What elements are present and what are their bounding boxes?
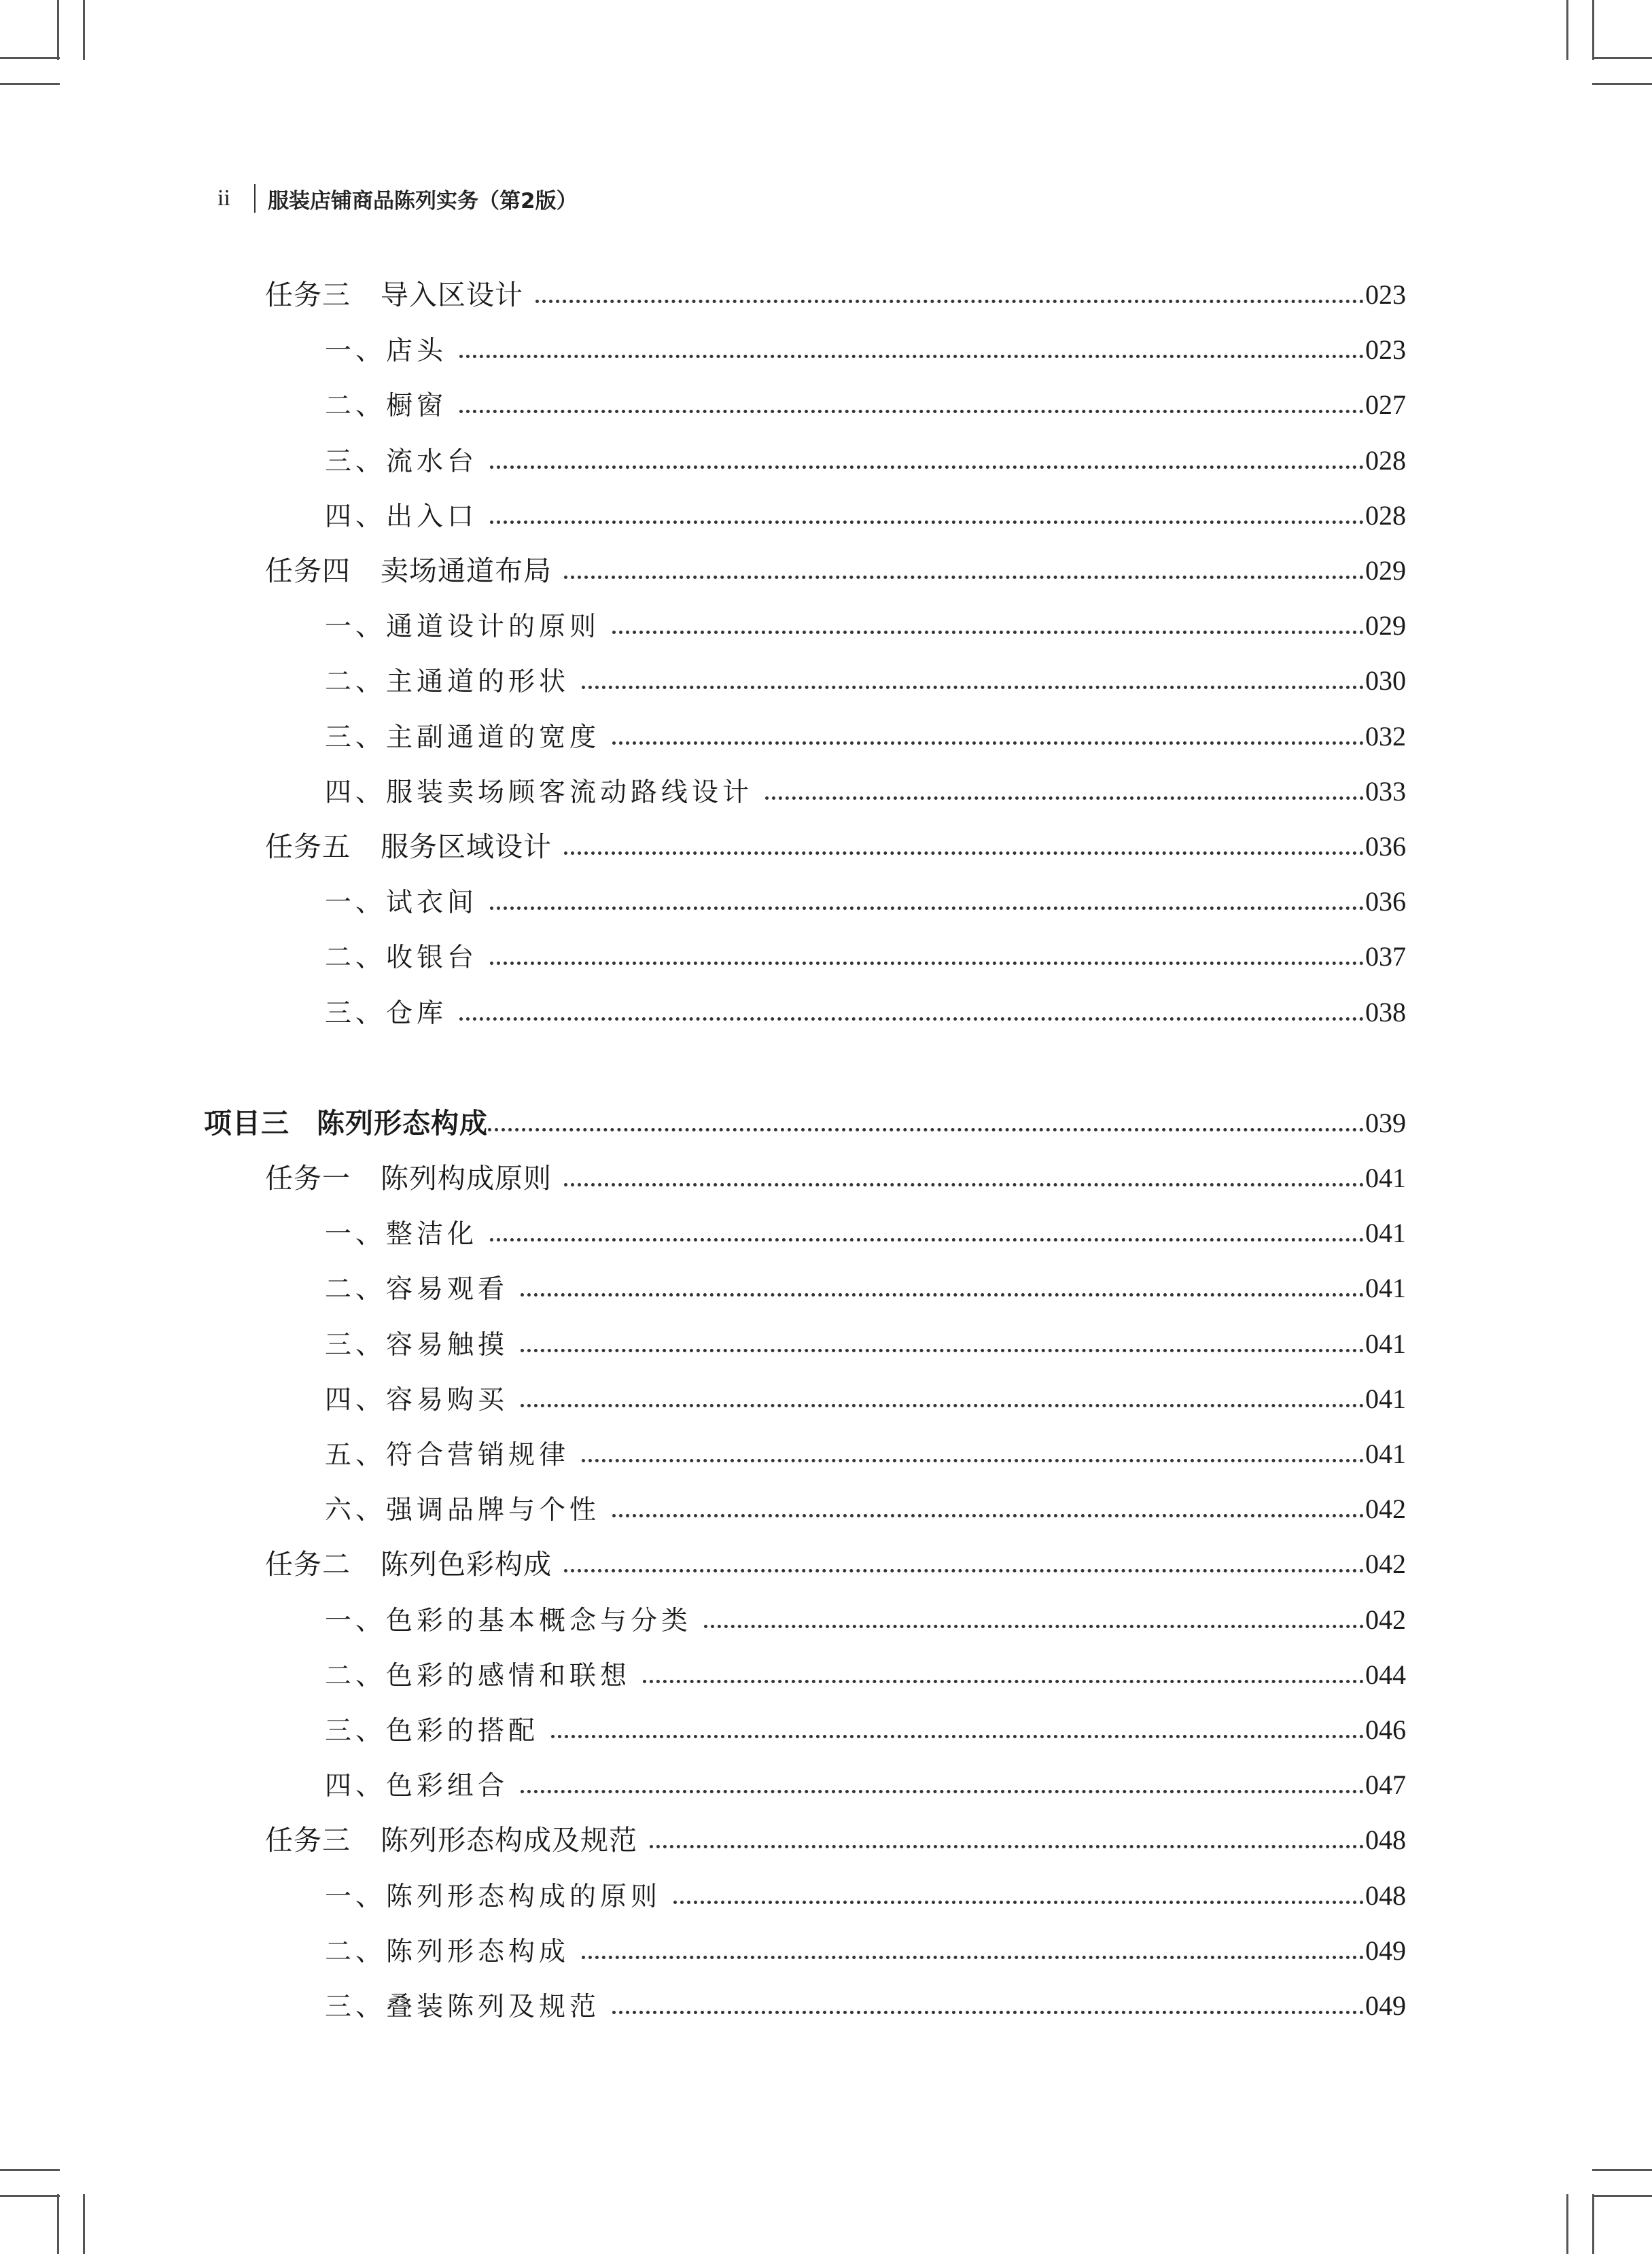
toc-entry-title: [325, 385, 447, 423]
crop-mark: [57, 2194, 59, 2254]
crop-mark: [0, 83, 60, 85]
toc-entry-text: 一、试衣间: [325, 887, 478, 918]
toc-entry-page: 029: [1365, 555, 1406, 586]
toc-entry-title: [325, 330, 447, 368]
toc-entry-page: 041: [1365, 1328, 1406, 1359]
dot-leader: [650, 1845, 1364, 1848]
toc-entry-item: [325, 1596, 1406, 1638]
dot-leader: [564, 1183, 1364, 1186]
toc-entry-page: 049: [1365, 1990, 1406, 2021]
toc-entry-page: 044: [1365, 1659, 1406, 1690]
toc-entry-title: [325, 1379, 508, 1417]
toc-entry-text: 一、色彩的基本概念与分类: [325, 1606, 692, 1636]
toc-entry-text: 四、容易购买: [325, 1385, 509, 1415]
toc-entry-page: 023: [1365, 279, 1406, 310]
dot-leader: [582, 686, 1364, 689]
crop-mark: [1592, 2195, 1652, 2197]
dot-leader: [612, 1514, 1364, 1517]
toc-entry-text: 导入区设计: [381, 279, 523, 311]
dot-leader: [551, 1735, 1364, 1738]
crop-mark: [83, 0, 85, 60]
toc-entry-text: 三、流水台: [325, 446, 478, 477]
toc-entry-text: 一、店头: [325, 336, 448, 366]
toc-entry-page: 047: [1365, 1769, 1406, 1800]
toc-entry-title: [325, 1986, 600, 2024]
toc-entry-task: [265, 1816, 1406, 1858]
toc-entry-text: 三、容易触摸: [325, 1330, 509, 1360]
toc-entry-text: 四、色彩组合: [325, 1771, 509, 1801]
toc-entry-text: 陈列形态构成及规范: [381, 1824, 637, 1856]
toc-entry-page: 042: [1365, 1494, 1406, 1524]
dot-leader: [564, 1569, 1364, 1572]
toc-entry-item: [325, 712, 1406, 754]
page-number: ii: [217, 186, 230, 211]
toc-entry-page: 041: [1365, 1163, 1406, 1193]
toc-entry-page: 036: [1365, 886, 1406, 917]
toc-entry-item: [325, 601, 1406, 644]
toc-entry-page: 041: [1365, 1384, 1406, 1414]
toc-entry-title: [265, 1818, 637, 1858]
toc-entry-title: [325, 661, 569, 699]
crop-mark: [0, 2169, 60, 2171]
toc-entry-item: [325, 877, 1406, 919]
crop-mark: [1592, 57, 1652, 59]
toc-entry-title: [325, 1213, 478, 1251]
dot-leader: [490, 1238, 1364, 1242]
toc-entry-text: 二、橱窗: [325, 391, 448, 421]
dot-leader: [582, 1459, 1364, 1462]
toc-entry-title: [325, 495, 478, 533]
dot-leader: [490, 906, 1364, 910]
dot-leader: [459, 355, 1364, 358]
dot-leader: [490, 521, 1364, 524]
toc-entry-text: 二、主通道的形状: [325, 667, 570, 697]
toc-entry-title: [325, 771, 753, 809]
toc-entry-page: 033: [1365, 776, 1406, 807]
toc-entry-page: 029: [1365, 610, 1406, 641]
toc-entry-number: 任务二: [265, 1548, 351, 1581]
toc-entry-item: [325, 1209, 1406, 1251]
toc-entry-item: [325, 1320, 1406, 1362]
toc-entry-item: [325, 1430, 1406, 1472]
toc-entry-page: 046: [1365, 1714, 1406, 1745]
toc-entry-text: 四、服装卖场顾客流动路线设计: [325, 777, 754, 808]
toc-entry-text: 一、陈列形态构成的原则: [325, 1882, 662, 1912]
toc-entry-page: 041: [1365, 1439, 1406, 1469]
crop-mark: [0, 2195, 60, 2197]
toc-entry-page: 023: [1365, 334, 1406, 365]
toc-entry-text: 三、叠装陈列及规范: [325, 1992, 601, 2022]
toc-entry-number: 任务一: [265, 1162, 351, 1195]
dot-leader: [673, 1901, 1364, 1904]
toc-entry-text: 二、收银台: [325, 943, 478, 973]
dot-leader: [643, 1680, 1364, 1683]
toc-entry-project: [204, 1099, 1406, 1141]
toc-entry-item: [325, 988, 1406, 1030]
toc-entry-title: [265, 272, 523, 313]
crop-mark: [83, 2194, 85, 2254]
crop-mark: [1592, 2194, 1594, 2254]
dot-leader: [521, 1349, 1364, 1352]
toc-entry-item: [325, 1871, 1406, 1914]
toc-entry-text: 三、主副通道的宽度: [325, 722, 601, 753]
toc-entry-text: 三、仓库: [325, 998, 448, 1029]
toc-entry-title: [325, 1600, 692, 1638]
toc-entry-page: 041: [1365, 1218, 1406, 1248]
toc-entry-item: [325, 381, 1406, 423]
dot-leader: [704, 1625, 1364, 1628]
toc-entry-text: 一、整洁化: [325, 1219, 478, 1250]
toc-entry-text: 二、色彩的感情和联想: [325, 1661, 631, 1691]
toc-entry-title: [325, 1876, 661, 1914]
toc-entry-text: 陈列形态构成: [317, 1107, 488, 1140]
toc-entry-page: 042: [1365, 1604, 1406, 1635]
toc-entry-item: [325, 1264, 1406, 1306]
dot-leader: [582, 1956, 1364, 1959]
toc-entry-text: 卖场通道布局: [381, 554, 552, 587]
toc-entry-title: [325, 1434, 569, 1472]
dot-leader: [765, 796, 1364, 800]
running-header: [217, 178, 578, 219]
toc-entry-text: 服务区域设计: [381, 830, 552, 863]
toc-entry-page: 028: [1365, 445, 1406, 476]
toc-entry-task: [265, 1154, 1406, 1196]
dot-leader: [459, 1017, 1364, 1021]
toc-entry-page: 049: [1365, 1935, 1406, 1966]
dot-leader: [490, 465, 1364, 469]
toc-entry-page: 038: [1365, 997, 1406, 1027]
toc-entry-item: [325, 1982, 1406, 2024]
toc-entry-text: 一、通道设计的原则: [325, 612, 601, 642]
toc-entry-text: 二、陈列形态构成: [325, 1937, 570, 1967]
toc-entry-page: 037: [1365, 941, 1406, 972]
toc-entry-item: [325, 932, 1406, 974]
toc-entry-title: [325, 716, 600, 754]
toc-entry-text: 五、符合营销规律: [325, 1440, 570, 1471]
crop-mark: [57, 0, 59, 60]
toc-entry-title: [325, 881, 478, 919]
toc-entry-title: [325, 1268, 508, 1306]
header-divider: [254, 184, 256, 213]
toc-entry-page: 028: [1365, 500, 1406, 531]
toc-entry-page: 036: [1365, 831, 1406, 862]
crop-mark: [0, 57, 60, 59]
toc-entry-title: [204, 1101, 488, 1141]
toc-entry-item: [325, 1651, 1406, 1693]
toc-entry-title: [325, 992, 447, 1030]
dot-leader: [521, 1790, 1364, 1793]
dot-leader: [564, 851, 1364, 855]
dot-leader: [612, 631, 1364, 634]
toc-entry-title: [265, 548, 552, 588]
dot-leader: [521, 1293, 1364, 1297]
toc-entry-item: [325, 1706, 1406, 1748]
crop-mark: [1592, 2169, 1652, 2171]
toc-entry-page: 032: [1365, 721, 1406, 752]
dot-leader: [535, 300, 1364, 303]
crop-mark: [1592, 0, 1594, 60]
toc-entry-title: [325, 936, 478, 974]
crop-mark: [1592, 83, 1652, 85]
toc-entry-title: [325, 1655, 631, 1693]
toc-entry-text: 二、容易观看: [325, 1274, 509, 1305]
crop-mark: [1566, 0, 1568, 60]
toc-entry-page: 027: [1365, 389, 1406, 420]
toc-entry-item: [325, 491, 1406, 533]
toc-entry-item: [325, 1761, 1406, 1803]
book-title: 服装店铺商品陈列实务（第2版）: [268, 188, 578, 213]
toc-entry-page: 048: [1365, 1825, 1406, 1855]
toc-entry-number: 项目三: [204, 1107, 289, 1140]
toc-entry-text: 三、色彩的搭配: [325, 1716, 540, 1746]
toc-entry-number: 任务三: [265, 1824, 351, 1856]
dot-leader: [488, 1128, 1364, 1131]
toc-entry-item: [325, 325, 1406, 368]
toc-entry-title: [325, 440, 478, 478]
toc-entry-text: 陈列构成原则: [381, 1162, 552, 1195]
toc-entry-item: [325, 1485, 1406, 1527]
toc-entry-title: [325, 1765, 508, 1803]
toc-entry-title: [325, 1324, 508, 1362]
dot-leader: [612, 741, 1364, 745]
dot-leader: [459, 410, 1364, 413]
toc-entry-page: 048: [1365, 1880, 1406, 1911]
toc-entry-item: [325, 1375, 1406, 1417]
toc-entry-page: 041: [1365, 1273, 1406, 1303]
dot-leader: [521, 1404, 1364, 1407]
toc-entry-page: 039: [1365, 1108, 1406, 1138]
toc-entry-item: [325, 656, 1406, 699]
dot-leader: [490, 962, 1364, 965]
toc-entry-title: [265, 1542, 552, 1582]
toc-entry-title: [325, 1931, 569, 1969]
toc-entry-text: 六、强调品牌与个性: [325, 1495, 601, 1526]
toc-entry-title: [325, 1710, 539, 1748]
toc-entry-item: [325, 436, 1406, 478]
dot-leader: [564, 576, 1364, 579]
dot-leader: [612, 2011, 1364, 2014]
crop-mark: [1566, 2194, 1568, 2254]
toc-entry-number: 任务五: [265, 830, 351, 863]
toc-entry-task: [265, 270, 1406, 313]
toc-entry-title: [265, 824, 552, 864]
toc-entry-page: 030: [1365, 665, 1406, 696]
toc-entry-title: [265, 1156, 552, 1196]
toc-entry-title: [325, 1489, 600, 1527]
toc-entry-task: [265, 546, 1406, 588]
toc-entry-task: [265, 1540, 1406, 1582]
toc-entry-number: 任务四: [265, 554, 351, 587]
toc-entry-page: 042: [1365, 1549, 1406, 1579]
toc-entry-task: [265, 822, 1406, 864]
toc-entry-text: 陈列色彩构成: [381, 1548, 552, 1581]
toc-entry-title: [325, 605, 600, 644]
toc-entry-item: [325, 1926, 1406, 1969]
toc-entry-text: 四、出入口: [325, 501, 478, 532]
toc-entry-item: [325, 767, 1406, 809]
toc-entry-number: 任务三: [265, 279, 351, 311]
